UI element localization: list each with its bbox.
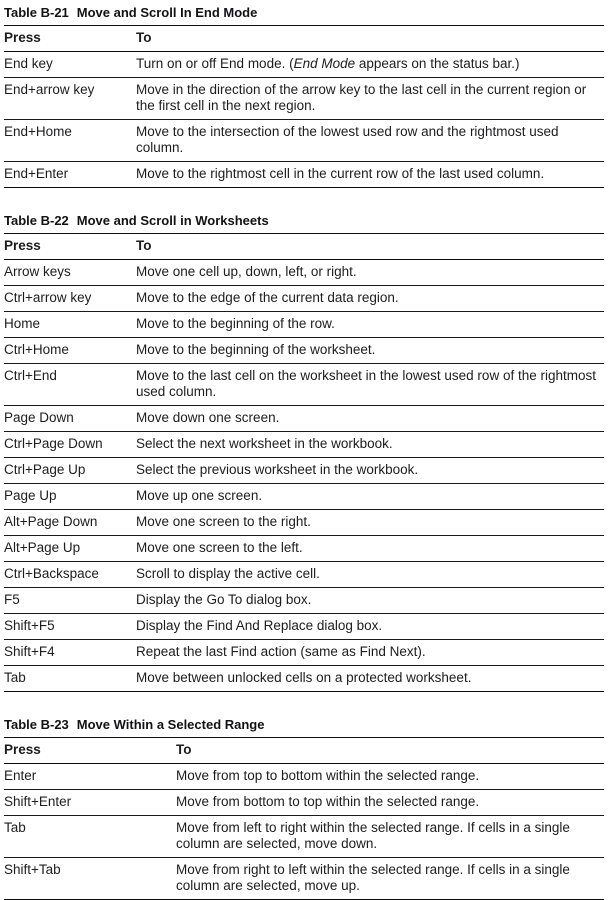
table-header-row — [4, 26, 604, 52]
key-cell: Home — [4, 316, 41, 331]
table-row — [4, 162, 604, 187]
key-cell: Shift+Enter — [4, 794, 72, 809]
description-cell: Move from right to left within the selected range. If cells in a single column are selected, move up. — [176, 862, 570, 893]
description-cell: Move to the beginning of the row. — [136, 316, 335, 331]
table-title — [4, 717, 604, 732]
table-row — [4, 52, 604, 78]
key-cell: Ctrl+Backspace — [4, 566, 99, 581]
description-cell: Display the Find And Replace dialog box. — [136, 618, 383, 633]
description-cell: Repeat the last Find action (same as Find Next). — [136, 644, 426, 659]
column-header-to: To — [136, 238, 152, 253]
shortcut-tables-container — [4, 5, 604, 900]
table-row — [4, 764, 604, 790]
key-cell: Tab — [4, 670, 26, 685]
table-title-name: Move and Scroll In End Mode — [76, 5, 258, 20]
table-row — [4, 536, 604, 562]
key-cell: End key — [4, 56, 53, 71]
column-header-press: Press — [4, 30, 41, 45]
table-title-name: Move and Scroll in Worksheets — [76, 213, 269, 228]
table-row — [4, 432, 604, 458]
key-cell: Arrow keys — [4, 264, 71, 279]
shortcut-table — [4, 213, 604, 692]
description-cell: Select the previous worksheet in the workbook. — [136, 462, 419, 477]
table-row — [4, 858, 604, 899]
description-cell: Move to the beginning of the worksheet. — [136, 342, 376, 357]
description-cell: Move one screen to the left. — [136, 540, 303, 555]
table-row — [4, 312, 604, 338]
description-cell: Move up one screen. — [136, 488, 263, 503]
key-cell: End+Enter — [4, 166, 69, 181]
key-cell: Ctrl+Page Down — [4, 436, 103, 451]
table-row — [4, 78, 604, 120]
table-title-label: Table B-23 — [4, 717, 69, 732]
description-cell: Move one screen to the right. — [136, 514, 311, 529]
description-cell: Move to the intersection of the lowest used row and the rightmost used column. — [136, 124, 559, 155]
key-cell: Ctrl+arrow key — [4, 290, 92, 305]
table-title-label: Table B-21 — [4, 5, 69, 20]
table-row — [4, 286, 604, 312]
key-cell: Ctrl+Home — [4, 342, 69, 357]
description-cell: Move to the last cell on the worksheet in the lowest used row of the rightmost used column. — [136, 368, 596, 399]
table-row — [4, 260, 604, 286]
table-row — [4, 364, 604, 406]
description-cell: Move from left to right within the selected range. If cells in a single column are selected, move down. — [176, 820, 570, 851]
table-title-label: Table B-22 — [4, 213, 69, 228]
description-cell: Display the Go To dialog box. — [136, 592, 312, 607]
table-row — [4, 458, 604, 484]
key-cell: Ctrl+End — [4, 368, 57, 383]
description-cell: Move down one screen. — [136, 410, 280, 425]
key-cell: F5 — [4, 592, 20, 607]
column-header-to: To — [136, 30, 152, 45]
table-row — [4, 338, 604, 364]
table-row — [4, 666, 604, 691]
description-cell: Move between unlocked cells on a protected worksheet. — [136, 670, 472, 685]
table-title — [4, 5, 604, 20]
table-row — [4, 816, 604, 858]
description-cell: Move from top to bottom within the selected range. — [176, 768, 480, 783]
column-header-press: Press — [4, 238, 41, 253]
table-row — [4, 562, 604, 588]
description-cell: Move in the direction of the arrow key to the last cell in the current region or the first cell in the next region. — [136, 82, 587, 113]
table-header-row — [4, 738, 604, 764]
description-cell: Select the next worksheet in the workbook. — [136, 436, 393, 451]
key-cell: Ctrl+Page Up — [4, 462, 86, 477]
shortcut-table — [4, 5, 604, 188]
key-cell: Alt+Page Up — [4, 540, 81, 555]
key-cell: End+arrow key — [4, 82, 95, 97]
key-cell: Shift+F4 — [4, 644, 55, 659]
description-cell: Move one cell up, down, left, or right. — [136, 264, 357, 279]
key-cell: Shift+F5 — [4, 618, 55, 633]
description-cell: Move from bottom to top within the selected range. — [176, 794, 480, 809]
key-cell: Shift+Tab — [4, 862, 61, 877]
table-row — [4, 640, 604, 666]
shortcut-table — [4, 717, 604, 900]
column-header-to: To — [176, 742, 192, 757]
table-title-name: Move Within a Selected Range — [76, 717, 265, 732]
table-row — [4, 790, 604, 816]
table-row — [4, 406, 604, 432]
table-row — [4, 120, 604, 162]
key-cell: Tab — [4, 820, 26, 835]
description-cell: Move to the edge of the current data region. — [136, 290, 399, 305]
key-cell: Enter — [4, 768, 37, 783]
table-row — [4, 588, 604, 614]
table-header-row — [4, 234, 604, 260]
description-cell: Move to the rightmost cell in the current row of the last used column. — [136, 166, 545, 181]
table-grid — [4, 25, 604, 188]
key-cell: Page Down — [4, 410, 74, 425]
description-cell: Turn on or off End mode. (End Mode appears on the status bar.) — [136, 56, 520, 71]
table-row — [4, 484, 604, 510]
column-header-press: Press — [4, 742, 41, 757]
key-cell: Page Up — [4, 488, 57, 503]
table-row — [4, 614, 604, 640]
key-cell: End+Home — [4, 124, 72, 139]
table-row — [4, 510, 604, 536]
table-grid — [4, 737, 604, 900]
description-cell: Scroll to display the active cell. — [136, 566, 320, 581]
table-title — [4, 213, 604, 228]
table-grid — [4, 233, 604, 692]
key-cell: Alt+Page Down — [4, 514, 98, 529]
